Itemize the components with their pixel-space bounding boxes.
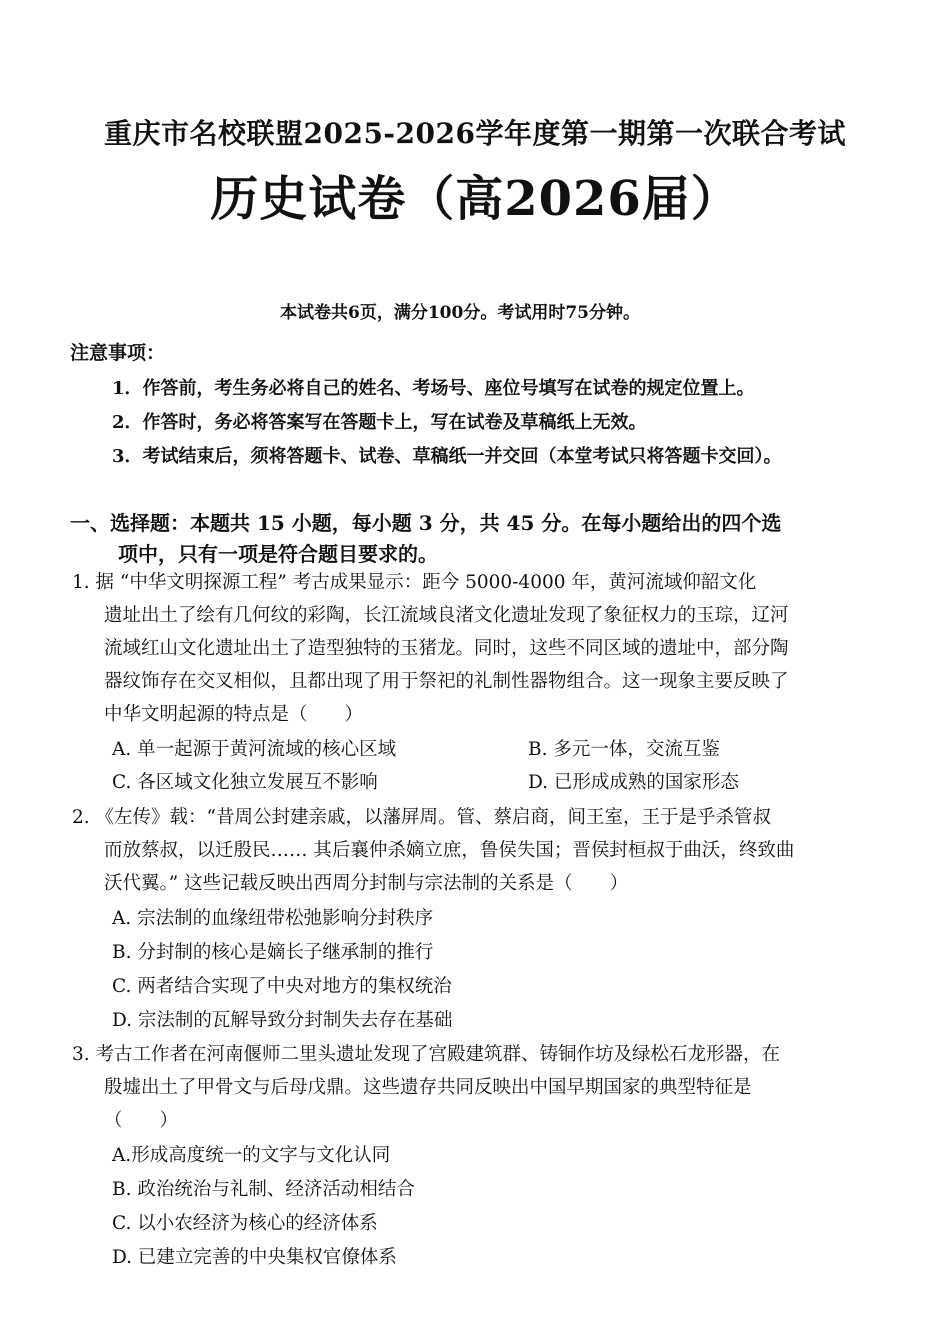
question-text: 3. 考古工作者在河南偃师二里头遗址发现了宫殿建筑群、铸铜作坊及绿松石龙形器，在	[72, 1044, 781, 1065]
section-heading: 一、选择题：本题共 15 小题，每小题 3 分，共 45 分。在每小题给出的四个选	[70, 511, 782, 535]
notice-item: 3．考试结束后，须将答题卡、试卷、草稿纸一并交回（本堂考试只将答题卡交回）。	[112, 446, 782, 467]
notice-item: 1．作答前，考生务必将自己的姓名、考场号、座位号填写在试卷的规定位置上。	[112, 378, 755, 399]
option-d: D. 宗法制的瓦解导致分封制失去存在基础	[112, 1010, 453, 1031]
option-a: A. 宗法制的血缘纽带松弛影响分封秩序	[112, 908, 434, 929]
exam-info: 本试卷共6页，满分100分。考试用时75分钟。	[280, 303, 640, 323]
notice-item: 2．作答时，务必将答案写在答题卡上，写在试卷及草稿纸上无效。	[112, 412, 647, 433]
question-text: 1. 据 “中华文明探源工程” 考古成果显示：距今 5000-4000 年，黄河流域仰韶文化	[72, 572, 757, 593]
option-d: D. 已建立完善的中央集权官僚体系	[112, 1247, 397, 1268]
option-b: B. 分封制的核心是嫡长子继承制的推行	[112, 942, 434, 963]
option-d: D. 已形成成熟的国家形态	[528, 772, 739, 793]
question-text: 沃代翼。” 这些记载反映出西周分封制与宗法制的关系是（ ）	[104, 873, 629, 894]
option-c: C. 以小农经济为核心的经济体系	[112, 1213, 378, 1234]
question-text: 而放蔡叔，以迁殷民…… 其后襄仲杀嫡立庶，鲁侯失国；晋侯封桓叔于曲沃，终致曲	[104, 840, 795, 861]
subject-title: 历史试卷（高2026届）	[210, 171, 740, 227]
question-text: 遗址出土了绘有几何纹的彩陶，长江流域良渚文化遗址发现了象征权力的玉琮，辽河	[104, 605, 789, 626]
question-text: （ ）	[104, 1110, 179, 1131]
section-heading-cont: 项中，只有一项是符合题目要求的。	[118, 542, 438, 566]
option-b: B. 政治统治与礼制、经济活动相结合	[112, 1179, 415, 1200]
question-text: 2. 《左传》载：“昔周公封建亲戚，以藩屏周。管、蔡启商，间王室，王于是乎杀管叔	[72, 807, 771, 828]
option-c: C. 各区域文化独立发展互不影响	[112, 772, 378, 793]
question-text: 中华文明起源的特点是（ ）	[104, 704, 364, 725]
option-c: C. 两者结合实现了中央对地方的集权统治	[112, 976, 452, 997]
exam-title: 重庆市名校联盟2025-2026学年度第一期第一次联合考试	[104, 117, 846, 150]
notice-heading: 注意事项：	[70, 342, 166, 364]
question-text: 器纹饰存在交叉相似，且都出现了用于祭祀的礼制性器物组合。这一现象主要反映了	[104, 671, 789, 692]
question-text: 流域红山文化遗址出土了造型独特的玉猪龙。同时，这些不同区域的遗址中，部分陶	[104, 638, 789, 659]
option-a: A.形成高度统一的文字与文化认同	[112, 1145, 391, 1166]
question-text: 殷墟出土了甲骨文与后母戊鼎。这些遗存共同反映出中国早期国家的典型特征是	[104, 1077, 752, 1098]
option-a: A. 单一起源于黄河流域的核心区域	[112, 739, 397, 760]
option-b: B. 多元一体，交流互鉴	[528, 739, 720, 760]
